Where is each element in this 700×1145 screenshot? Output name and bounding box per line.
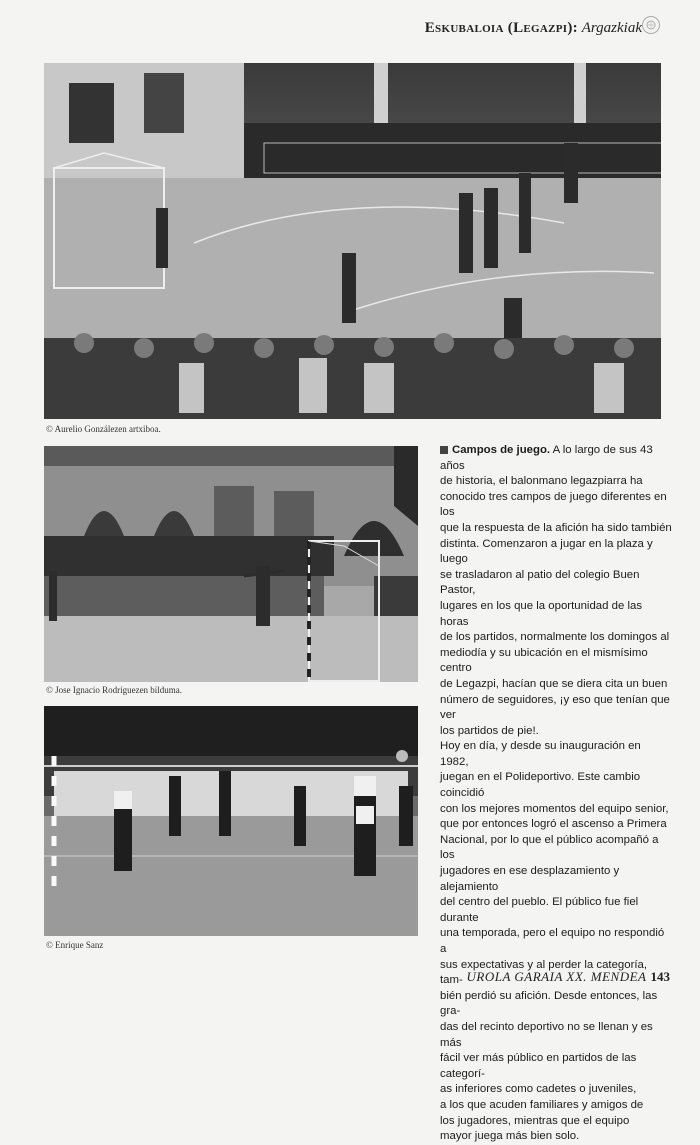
running-title-sub: Argazkiak: [581, 20, 642, 36]
bullet-square-icon: [440, 446, 448, 454]
publication-title: UROLA GARAIA XX. MENDEA: [466, 969, 647, 984]
article-body-1: A lo largo de sus 43 años de historia, el balonmano legazpiarra ha conocido tres campos de juego diferentes en los que la respuesta de la afición ha sido también distinta. Comenzaron a jugar en la plaza y luego se trasladaron al patio del colegio Buen Pastor, lugares en los que la oportunidad de las horas de los partidos, normalmente los domingos al mediodía y su ubicación en el mismísimo centro de Legazpi, hacían que se diera cita un buen número de seguidores, ¡y eso que tenían que ver los partidos de pie!.: [440, 444, 672, 737]
article-paragraph: [440, 443, 672, 739]
article-lead: Campos de juego.: [452, 444, 551, 456]
photo-plaza-match: [44, 63, 661, 419]
page-footer: [467, 969, 671, 985]
photo-caption: © Enrique Sanz: [46, 940, 104, 950]
photo-caption: © Aurelio Gonzálezen artxiboa.: [46, 424, 161, 434]
photo-sportshall-match: [44, 706, 418, 936]
page-number: 143: [650, 969, 670, 984]
running-title: [425, 20, 642, 37]
emblem-icon: [642, 16, 660, 34]
article-paragraph: Hoy en día, y desde su inauguración en 1982, juegan en el Polideportivo. Este cambio coincidió con los mejores momentos del equipo senior, que por entonces logró el ascenso a Primera Nacional, por lo que el público acompañó a los jugadores en ese desplazamiento y alejamiento del centro del pueblo. El público fue fiel durante una temporada, pero el equipo no respondió a sus expectativas y al perder la categoría, tam- bién perdió su afición. Desde entonces, las gra- das del recinto deportivo no se llenan y es más fácil ver más público en partidos de las categorí- as inferiores como cadetes o juveniles, a los que acuden familiares y amigos de los jugadores, mientras que el equipo mayor juega más bien solo.: [440, 740, 669, 1143]
photo-caption: © Jose Ignacio Rodríguezen bilduma.: [46, 685, 183, 695]
article-text: [440, 443, 672, 1145]
running-title-main: Eskubaloia (Legazpi):: [424, 20, 578, 36]
photo-schoolyard-match: [44, 446, 418, 682]
